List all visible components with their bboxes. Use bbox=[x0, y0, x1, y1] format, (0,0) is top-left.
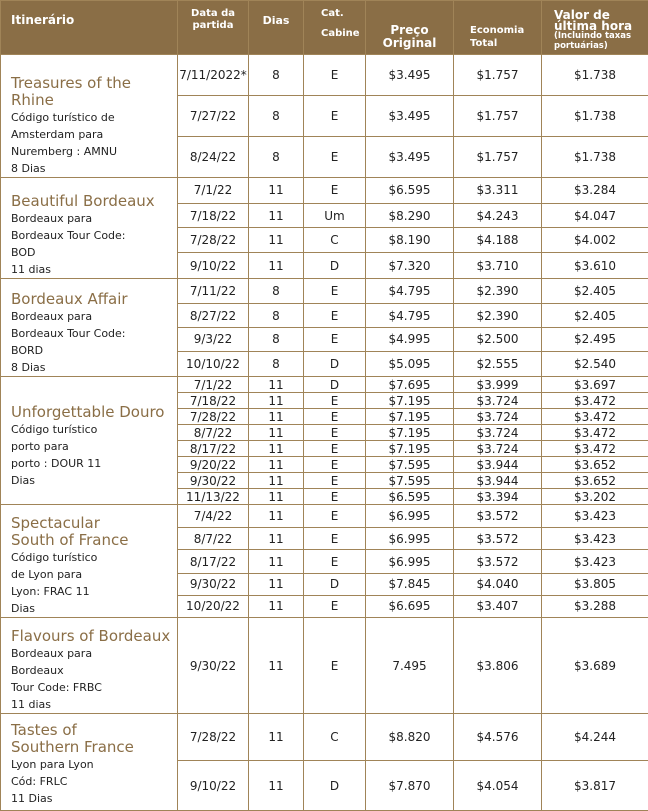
cell-last: $3.652 bbox=[542, 457, 648, 473]
cell-days: 8 bbox=[249, 279, 304, 304]
cell-days: 8 bbox=[249, 304, 304, 328]
cell-savings: $4.188 bbox=[454, 228, 542, 253]
cell-price: $5.095 bbox=[366, 351, 454, 376]
cell-price: $4.995 bbox=[366, 327, 454, 351]
cell-last: $4.047 bbox=[542, 203, 648, 228]
itinerary-description: Código turístico de Lyon para Lyon: FRAC 11 Dias bbox=[11, 549, 173, 617]
cell-price: $4.795 bbox=[366, 304, 454, 328]
cell-days: 11 bbox=[249, 761, 304, 811]
cell-last: $3.423 bbox=[542, 528, 648, 550]
cell-cat: E bbox=[304, 304, 366, 328]
cell-date: 9/30/22 bbox=[178, 473, 249, 489]
cell-savings: $3.710 bbox=[454, 253, 542, 279]
cell-date: 7/11/22 bbox=[178, 279, 249, 304]
cell-days: 11 bbox=[249, 550, 304, 573]
cell-days: 8 bbox=[249, 55, 304, 96]
table-row bbox=[1, 178, 648, 204]
cell-days: 11 bbox=[249, 425, 304, 441]
cell-cat: E bbox=[304, 96, 366, 136]
cell-price: $7.595 bbox=[366, 473, 454, 489]
cell-last: $2.405 bbox=[542, 304, 648, 328]
cell-savings: $2.390 bbox=[454, 279, 542, 304]
cell-last: $3.652 bbox=[542, 473, 648, 489]
cell-savings: $3.572 bbox=[454, 550, 542, 573]
cell-date: 9/3/22 bbox=[178, 327, 249, 351]
itinerary-cell bbox=[1, 618, 178, 714]
itinerary-cell bbox=[1, 279, 178, 377]
cell-cat: E bbox=[304, 550, 366, 573]
cell-last: $3.472 bbox=[542, 425, 648, 441]
cell-savings: $3.724 bbox=[454, 425, 542, 441]
cell-savings: $4.576 bbox=[454, 714, 542, 761]
cell-savings: $2.390 bbox=[454, 304, 542, 328]
cell-date: 7/4/22 bbox=[178, 505, 249, 528]
cell-price: $8.290 bbox=[366, 203, 454, 228]
cell-price: $7.195 bbox=[366, 425, 454, 441]
cell-days: 11 bbox=[249, 505, 304, 528]
cell-savings: $4.040 bbox=[454, 573, 542, 595]
cell-days: 11 bbox=[249, 253, 304, 279]
cell-last: $3.689 bbox=[542, 618, 648, 714]
cell-date: 7/28/22 bbox=[178, 714, 249, 761]
cell-date: 10/10/22 bbox=[178, 351, 249, 376]
cell-last: $3.202 bbox=[542, 489, 648, 505]
cell-days: 11 bbox=[249, 457, 304, 473]
cell-days: 11 bbox=[249, 573, 304, 595]
cell-days: 11 bbox=[249, 178, 304, 204]
itinerary-title: Beautiful Bordeaux bbox=[11, 193, 173, 210]
cell-savings: $2.500 bbox=[454, 327, 542, 351]
cell-last: $4.244 bbox=[542, 714, 648, 761]
itinerary-cell bbox=[1, 505, 178, 618]
cell-price: $7.195 bbox=[366, 409, 454, 425]
cell-price: $4.795 bbox=[366, 279, 454, 304]
cell-price: $3.495 bbox=[366, 136, 454, 177]
cell-cat: E bbox=[304, 618, 366, 714]
itinerary-description: Código turístico de Amsterdam para Nuremberg : AMNU 8 Dias bbox=[11, 109, 173, 177]
cell-date: 8/24/22 bbox=[178, 136, 249, 177]
cell-date: 7/1/22 bbox=[178, 178, 249, 204]
cell-days: 11 bbox=[249, 595, 304, 617]
cell-date: 8/27/22 bbox=[178, 304, 249, 328]
cell-days: 8 bbox=[249, 351, 304, 376]
cell-cat: C bbox=[304, 228, 366, 253]
cell-last: $3.472 bbox=[542, 393, 648, 409]
cell-date: 9/10/22 bbox=[178, 253, 249, 279]
cell-price: $7.195 bbox=[366, 441, 454, 457]
cell-savings: $1.757 bbox=[454, 136, 542, 177]
cell-price: $7.870 bbox=[366, 761, 454, 811]
cell-savings: $3.572 bbox=[454, 505, 542, 528]
cell-last: $1.738 bbox=[542, 55, 648, 96]
header-dias: Dias bbox=[249, 1, 304, 55]
header-itinerario: Itinerário bbox=[1, 1, 178, 55]
itinerary-description: Bordeaux para Bordeaux Tour Code: BORD 8 Dias bbox=[11, 308, 173, 376]
cell-savings: $1.757 bbox=[454, 96, 542, 136]
table-row bbox=[1, 714, 648, 761]
cell-date: 9/20/22 bbox=[178, 457, 249, 473]
cell-price: $7.195 bbox=[366, 393, 454, 409]
cell-price: $7.845 bbox=[366, 573, 454, 595]
itinerary-title: Spectacular South of France bbox=[11, 515, 173, 549]
itinerary-title: Treasures of the Rhine bbox=[11, 75, 173, 109]
cell-last: $3.817 bbox=[542, 761, 648, 811]
cell-date: 8/7/22 bbox=[178, 425, 249, 441]
cell-days: 11 bbox=[249, 473, 304, 489]
cell-cat: E bbox=[304, 489, 366, 505]
cell-date: 7/27/22 bbox=[178, 96, 249, 136]
cell-price: $7.595 bbox=[366, 457, 454, 473]
cell-last: $3.697 bbox=[542, 377, 648, 393]
header-data-partida: Data da partida bbox=[178, 1, 249, 55]
cell-date: 8/17/22 bbox=[178, 550, 249, 573]
cell-savings: $3.407 bbox=[454, 595, 542, 617]
cell-last: $3.423 bbox=[542, 550, 648, 573]
cell-last: $3.805 bbox=[542, 573, 648, 595]
cell-last: $3.423 bbox=[542, 505, 648, 528]
cell-price: $8.820 bbox=[366, 714, 454, 761]
cell-date: 7/18/22 bbox=[178, 203, 249, 228]
itinerary-title: Tastes of Southern France bbox=[11, 722, 173, 756]
table-row bbox=[1, 279, 648, 304]
cell-savings: $3.806 bbox=[454, 618, 542, 714]
cell-savings: $3.944 bbox=[454, 457, 542, 473]
itinerary-cell bbox=[1, 178, 178, 279]
cell-last: $4.002 bbox=[542, 228, 648, 253]
cell-date: 7/11/2022* bbox=[178, 55, 249, 96]
cell-savings: $1.757 bbox=[454, 55, 542, 96]
table-body bbox=[1, 55, 648, 811]
cell-date: 8/17/22 bbox=[178, 441, 249, 457]
itinerary-description: Código turístico porto para porto : DOUR 11 Dias bbox=[11, 421, 173, 489]
cell-savings: $3.572 bbox=[454, 528, 542, 550]
cell-cat: E bbox=[304, 457, 366, 473]
cell-days: 11 bbox=[249, 393, 304, 409]
cell-savings: $3.311 bbox=[454, 178, 542, 204]
cell-last: $2.495 bbox=[542, 327, 648, 351]
cell-days: 11 bbox=[249, 228, 304, 253]
cell-cat: E bbox=[304, 425, 366, 441]
itinerary-title: Unforgettable Douro bbox=[11, 404, 173, 421]
cell-cat: E bbox=[304, 409, 366, 425]
cell-cat: E bbox=[304, 473, 366, 489]
cell-savings: $4.054 bbox=[454, 761, 542, 811]
cell-savings: $3.944 bbox=[454, 473, 542, 489]
cell-cat: E bbox=[304, 505, 366, 528]
cell-last: $1.738 bbox=[542, 136, 648, 177]
cell-date: 7/28/22 bbox=[178, 228, 249, 253]
table-row bbox=[1, 618, 648, 714]
cell-days: 11 bbox=[249, 377, 304, 393]
cell-price: $6.595 bbox=[366, 178, 454, 204]
cell-cat: C bbox=[304, 714, 366, 761]
cell-savings: $3.999 bbox=[454, 377, 542, 393]
cell-cat: D bbox=[304, 351, 366, 376]
cell-date: 9/30/22 bbox=[178, 618, 249, 714]
cell-date: 7/1/22 bbox=[178, 377, 249, 393]
header-valor-ultima-hora: Valor de última hora (Incluindo taxas portuárias) bbox=[542, 1, 648, 55]
cell-cat: E bbox=[304, 279, 366, 304]
cell-savings: $3.724 bbox=[454, 393, 542, 409]
cell-price: $6.995 bbox=[366, 550, 454, 573]
itinerary-description: Lyon para Lyon Cód: FRLC 11 Dias bbox=[11, 756, 173, 807]
itinerary-description: Bordeaux para Bordeaux Tour Code: BOD 11 dias bbox=[11, 210, 173, 278]
cell-days: 11 bbox=[249, 714, 304, 761]
table-row bbox=[1, 505, 648, 528]
cell-price: 7.495 bbox=[366, 618, 454, 714]
cell-cat: E bbox=[304, 327, 366, 351]
cell-savings: $3.724 bbox=[454, 441, 542, 457]
cell-days: 11 bbox=[249, 203, 304, 228]
cell-cat: D bbox=[304, 573, 366, 595]
cell-cat: E bbox=[304, 55, 366, 96]
cell-price: $6.695 bbox=[366, 595, 454, 617]
cell-price: $6.595 bbox=[366, 489, 454, 505]
cell-days: 11 bbox=[249, 618, 304, 714]
table-row bbox=[1, 55, 648, 96]
cell-days: 11 bbox=[249, 489, 304, 505]
cell-cat: E bbox=[304, 595, 366, 617]
itinerary-cell bbox=[1, 55, 178, 178]
cell-days: 8 bbox=[249, 96, 304, 136]
cell-last: $2.540 bbox=[542, 351, 648, 376]
cell-last: $3.472 bbox=[542, 409, 648, 425]
cell-last: $3.284 bbox=[542, 178, 648, 204]
cell-savings: $3.394 bbox=[454, 489, 542, 505]
cell-savings: $3.724 bbox=[454, 409, 542, 425]
cell-cat: D bbox=[304, 761, 366, 811]
cell-date: 9/10/22 bbox=[178, 761, 249, 811]
cell-price: $7.320 bbox=[366, 253, 454, 279]
cell-cat: E bbox=[304, 441, 366, 457]
cell-cat: E bbox=[304, 136, 366, 177]
cell-date: 8/7/22 bbox=[178, 528, 249, 550]
cell-date: 7/28/22 bbox=[178, 409, 249, 425]
cell-price: $3.495 bbox=[366, 55, 454, 96]
cell-last: $3.610 bbox=[542, 253, 648, 279]
cell-price: $6.995 bbox=[366, 528, 454, 550]
cell-savings: $2.555 bbox=[454, 351, 542, 376]
header-cat-cabine: Cat. Cabine bbox=[304, 1, 366, 55]
cell-date: 7/18/22 bbox=[178, 393, 249, 409]
cell-last: $2.405 bbox=[542, 279, 648, 304]
cell-last: $3.472 bbox=[542, 441, 648, 457]
cell-cat: Um bbox=[304, 203, 366, 228]
cell-days: 11 bbox=[249, 441, 304, 457]
cell-last: $1.738 bbox=[542, 96, 648, 136]
header-row bbox=[1, 1, 648, 55]
header-economia-total: Economia Total bbox=[454, 1, 542, 55]
cell-date: 9/30/22 bbox=[178, 573, 249, 595]
cell-cat: D bbox=[304, 377, 366, 393]
cell-days: 8 bbox=[249, 327, 304, 351]
cell-date: 10/20/22 bbox=[178, 595, 249, 617]
cell-days: 8 bbox=[249, 136, 304, 177]
itinerary-description: Bordeaux para Bordeaux Tour Code: FRBC 11 dias bbox=[11, 645, 173, 713]
itinerary-cell bbox=[1, 377, 178, 505]
cell-cat: E bbox=[304, 393, 366, 409]
cell-price: $3.495 bbox=[366, 96, 454, 136]
header-preco-original: Preço Original bbox=[366, 1, 454, 55]
cell-days: 11 bbox=[249, 409, 304, 425]
table-row bbox=[1, 377, 648, 393]
itinerary-title: Flavours of Bordeaux bbox=[11, 628, 173, 645]
cell-date: 11/13/22 bbox=[178, 489, 249, 505]
cell-last: $3.288 bbox=[542, 595, 648, 617]
cell-price: $7.695 bbox=[366, 377, 454, 393]
itinerary-title: Bordeaux Affair bbox=[11, 291, 173, 308]
itinerary-cell bbox=[1, 714, 178, 811]
cell-price: $8.190 bbox=[366, 228, 454, 253]
cell-savings: $4.243 bbox=[454, 203, 542, 228]
cell-cat: D bbox=[304, 253, 366, 279]
cell-price: $6.995 bbox=[366, 505, 454, 528]
cell-cat: E bbox=[304, 528, 366, 550]
cell-cat: E bbox=[304, 178, 366, 204]
cell-days: 11 bbox=[249, 528, 304, 550]
